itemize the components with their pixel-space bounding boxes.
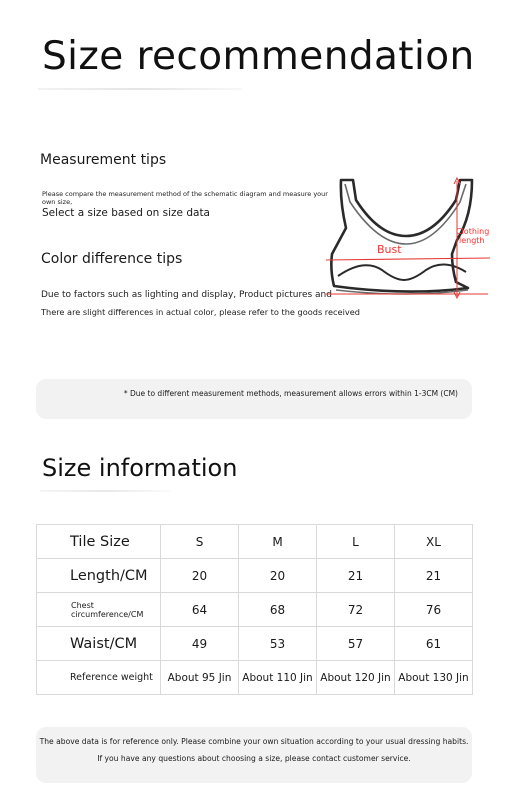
table-row — [37, 627, 473, 661]
table-cell: 20 — [161, 559, 239, 593]
table-cell: 76 — [395, 593, 473, 627]
color-tips-heading: Color difference tips — [41, 251, 183, 267]
row-label-chest-line-2: circumference/CM — [71, 609, 144, 619]
row-label-chest — [37, 593, 161, 627]
table-cell: 49 — [161, 627, 239, 661]
garment-cup-line — [338, 264, 466, 280]
row-label-chest-line-1: Chest — [71, 600, 94, 610]
table-row — [37, 559, 473, 593]
table-cell: About 120 Jin — [317, 661, 395, 695]
row-label-length: Length/CM — [37, 559, 161, 593]
bust-label: Bust — [377, 243, 402, 256]
table-cell: 53 — [239, 627, 317, 661]
page-title: Size recommendation — [42, 34, 475, 79]
size-header-m: M — [239, 525, 317, 559]
table-cell: 61 — [395, 627, 473, 661]
garment-outline — [331, 180, 472, 292]
color-tips-line-1: Due to factors such as lighting and display, Product pictures and — [41, 290, 332, 300]
disclaimer-box — [36, 379, 472, 419]
row-label-weight: Reference weight — [37, 661, 161, 695]
select-size-text: Select a size based on size data — [42, 207, 210, 219]
table-cell: 57 — [317, 627, 395, 661]
table-cell: About 95 Jin — [161, 661, 239, 695]
table-cell: 72 — [317, 593, 395, 627]
bust-measure-line — [326, 258, 490, 260]
size-header-l: L — [317, 525, 395, 559]
color-tips-line-2: There are slight differences in actual color, please refer to the goods received — [41, 307, 360, 317]
size-table — [36, 524, 473, 695]
table-cell: 21 — [395, 559, 473, 593]
table-header-row — [37, 525, 473, 559]
size-header-xl: XL — [395, 525, 473, 559]
table-cell: 20 — [239, 559, 317, 593]
table-row — [37, 661, 473, 695]
table-cell: 21 — [317, 559, 395, 593]
length-label: length — [459, 236, 485, 245]
table-cell: 68 — [239, 593, 317, 627]
title-underline — [38, 88, 242, 90]
footer-line-1: The above data is for reference only. Please combine your own situation according to your usual dressing habits. — [39, 737, 469, 746]
table-row — [37, 593, 473, 627]
size-heading-underline — [40, 490, 170, 492]
disclaimer-text: * Due to different measurement methods, measurement allows errors within 1-3CM (CM) — [123, 389, 458, 398]
table-cell: About 110 Jin — [239, 661, 317, 695]
header-label: Tile Size — [37, 525, 161, 559]
table-cell: 64 — [161, 593, 239, 627]
size-header-s: S — [161, 525, 239, 559]
garment-diagram — [320, 172, 496, 308]
measurement-tips-heading: Measurement tips — [40, 152, 167, 168]
clothing-label: Clothing — [456, 227, 490, 236]
measurement-note: Please compare the measurement method of the schematic diagram and measure your own size, — [42, 190, 328, 206]
footer-line-2: If you have any questions about choosing a size, please contact customer service. — [97, 754, 411, 763]
row-label-waist: Waist/CM — [37, 627, 161, 661]
size-info-heading: Size information — [42, 454, 238, 482]
table-cell: About 130 Jin — [395, 661, 473, 695]
